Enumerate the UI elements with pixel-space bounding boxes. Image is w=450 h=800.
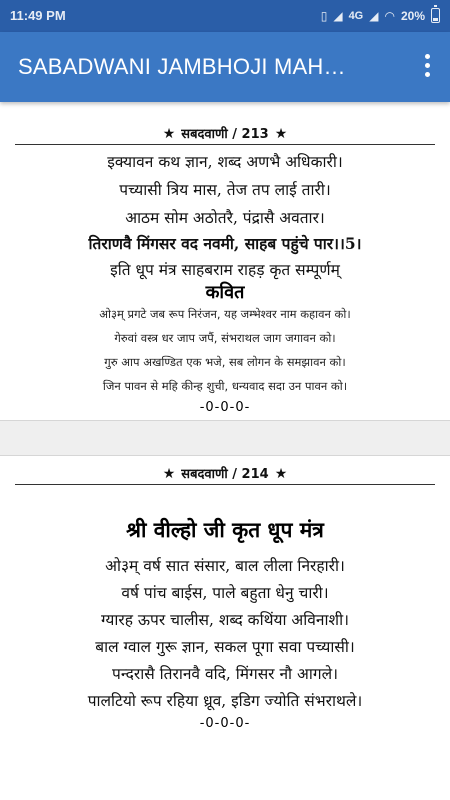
overflow-menu-icon[interactable] bbox=[422, 54, 432, 80]
network-type-label: 4G bbox=[348, 9, 364, 22]
app-bar bbox=[0, 32, 450, 102]
prose-line: गेरुवां वस्त्र धर जाप जपैं, संभराथल जाग जगावन को। bbox=[114, 331, 336, 345]
battery-percent: 20% bbox=[400, 8, 425, 23]
end-mark: -0-0-0- bbox=[199, 400, 251, 415]
star-icon: ★ bbox=[274, 466, 288, 482]
status-bar bbox=[0, 0, 450, 32]
status-time: 11:49 PM bbox=[10, 8, 66, 23]
verse-line: इक्यावन कथ ज्ञान, शब्द अणभै अधिकारी। bbox=[107, 153, 343, 171]
page-header-label: सबदवाणी / 214 bbox=[181, 467, 269, 482]
wifi-icon: ◠ bbox=[384, 8, 395, 23]
app-title: SABADWANI JAMBHOJI MAH… bbox=[18, 54, 346, 79]
page-header bbox=[0, 124, 450, 142]
page-header bbox=[0, 464, 450, 482]
verse-line: ओ३म् वर्ष सात संसार, बाल लीला निरहारी। bbox=[105, 557, 345, 575]
page-header-label: सबदवाणी / 213 bbox=[181, 127, 269, 142]
page-214 bbox=[0, 454, 450, 800]
verse-line: पालटियो रूप रहिया ध्रूव, इडिग ज्योति संभराथले। bbox=[87, 692, 363, 710]
prose-line: ओ३म् प्रगटे जब रूप निरंजन, यह जम्भेश्वर नाम कहावन को। bbox=[99, 307, 351, 321]
signal-icon: ◢ bbox=[333, 8, 343, 23]
status-icons bbox=[321, 8, 440, 23]
page-divider bbox=[0, 420, 450, 456]
vibrate-icon: ▯ bbox=[320, 8, 328, 23]
star-icon: ★ bbox=[162, 466, 176, 482]
battery-fill bbox=[433, 18, 438, 21]
signal-icon-2: ◢ bbox=[369, 8, 379, 23]
star-icon: ★ bbox=[162, 126, 176, 142]
prose-line: जिन पावन से महि कीन्ह शुची, धन्यवाद सदा उन पावन को। bbox=[102, 379, 348, 393]
verse-line: आठम सोम अठोतरै, पंद्रासै अवतार। bbox=[125, 209, 325, 227]
reader-content[interactable] bbox=[0, 102, 450, 800]
star-icon: ★ bbox=[274, 126, 288, 142]
header-rule bbox=[15, 484, 435, 485]
header-rule bbox=[15, 144, 435, 145]
page-title: श्री वील्हो जी कृत धूप मंत्र bbox=[126, 517, 324, 542]
verse-line: ग्यारह ऊपर चालीस, शब्द कथिंया अविनाशी। bbox=[101, 611, 349, 629]
page-213 bbox=[0, 102, 450, 420]
section-title: कवित bbox=[205, 282, 245, 303]
end-mark: -0-0-0- bbox=[199, 716, 251, 731]
battery-icon bbox=[431, 8, 440, 23]
verse-line: इति धूप मंत्र साहबराम राहड़ कृत सम्पूर्णम् bbox=[110, 261, 340, 279]
verse-line: बाल ग्वाल गुरू ज्ञान, सकल पूगा सवा पच्यासी। bbox=[95, 638, 355, 656]
prose-line: गुरु आप अखण्डित एक भजे, सब लोगन के समझावन को। bbox=[104, 355, 346, 369]
verse-line: पन्दरासै तिरानवै वदि, मिंगसर नौ आगले। bbox=[112, 665, 338, 683]
verse-line: तिराणवै मिंगसर वद नवमी, साहब पहुंचे पार।।5। bbox=[88, 234, 362, 253]
verse-line: वर्ष पांच बाईस, पाले बहुता धेनु चारी। bbox=[121, 584, 329, 602]
verse-line: पच्यासी त्रिय मास, तेज तप लाई तारी। bbox=[119, 181, 331, 199]
